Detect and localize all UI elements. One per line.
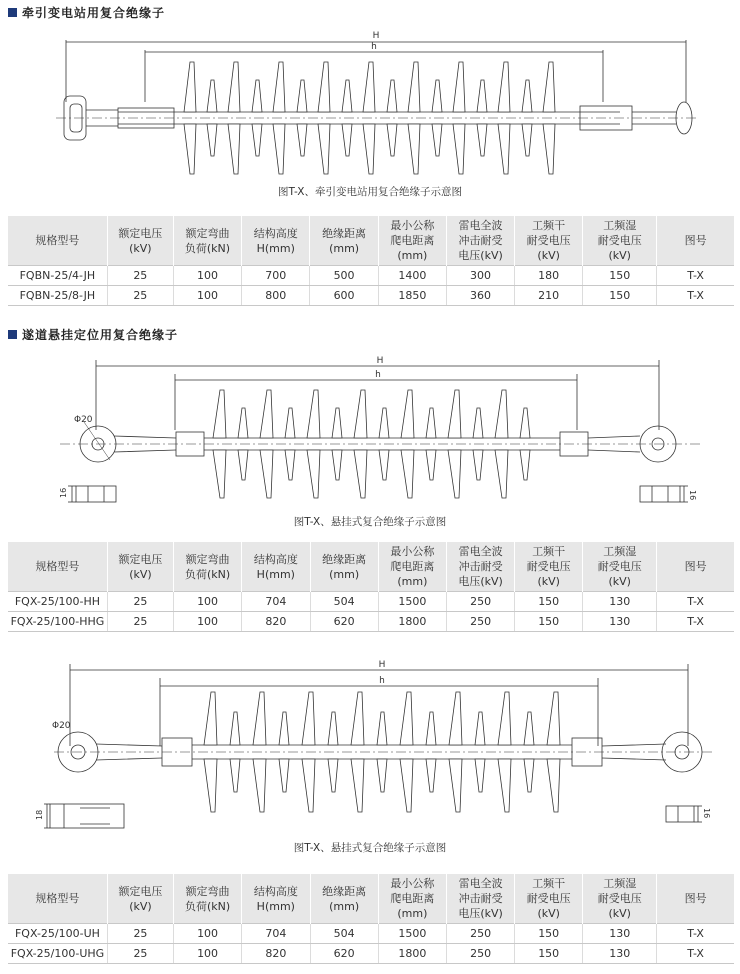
col-header-label: 图号 <box>684 560 707 573</box>
table-cell: 100 <box>174 944 242 964</box>
dim-right-label: 16 <box>688 490 697 501</box>
col-header <box>310 542 378 592</box>
table-cell: 704 <box>242 924 310 944</box>
dim-H-label: H <box>372 31 380 41</box>
col-header <box>8 874 107 924</box>
spec-table-1 <box>8 216 734 306</box>
table-cell: 1850 <box>378 286 446 306</box>
col-header <box>8 216 107 266</box>
col-header-label: 额定电压 (kV) <box>118 226 163 255</box>
col-header <box>107 216 173 266</box>
col-header-label: 绝缘距离 (mm) <box>322 552 367 581</box>
insulator-diagram-2 <box>0 350 740 510</box>
table-cell: 250 <box>447 612 515 632</box>
spec-table-3 <box>8 874 734 964</box>
table-cell: FQX-25/100-HHG <box>8 612 107 632</box>
table-cell: 1500 <box>378 924 446 944</box>
table-cell: FQX-25/100-UHG <box>8 944 107 964</box>
col-header-label: 图号 <box>684 234 707 247</box>
diagram-caption: 图T-X、悬挂式复合绝缘子示意图 <box>293 842 447 854</box>
col-header <box>174 542 242 592</box>
col-header <box>378 874 446 924</box>
table-cell: 150 <box>515 612 583 632</box>
col-header <box>657 874 734 924</box>
col-header <box>378 216 446 266</box>
col-header <box>515 216 583 266</box>
col-header <box>242 216 310 266</box>
col-header-label: 最小公称 爬电距离 (mm) <box>390 877 435 920</box>
col-header <box>657 216 734 266</box>
col-header <box>515 874 583 924</box>
table-cell: FQX-25/100-UH <box>8 924 107 944</box>
col-header <box>583 874 657 924</box>
table-cell: 25 <box>107 266 173 286</box>
col-header-label: 结构高度 H(mm) <box>253 884 298 913</box>
table-cell: 25 <box>107 944 173 964</box>
col-header-label: 工频湿 耐受电压 (kV) <box>597 219 642 262</box>
table-cell: 600 <box>310 286 378 306</box>
col-header-label: 额定电压 (kV) <box>118 552 163 581</box>
table-cell: 100 <box>173 286 241 306</box>
diameter-label: Φ20 <box>74 415 93 425</box>
table-cell: 25 <box>107 286 173 306</box>
col-header <box>657 542 734 592</box>
dim-h-label: h <box>371 42 377 52</box>
table-cell: 25 <box>107 592 173 612</box>
table-cell: 360 <box>446 286 514 306</box>
table-cell: 100 <box>174 592 242 612</box>
table-cell: 130 <box>583 612 657 632</box>
table-cell: 210 <box>515 286 583 306</box>
table-row <box>8 944 734 964</box>
col-header-label: 雷电全波 冲击耐受 电压(kV) <box>458 219 503 262</box>
col-header-label: 绝缘距离 (mm) <box>322 226 367 255</box>
table-cell: 250 <box>447 924 515 944</box>
col-header <box>173 216 241 266</box>
table-cell: 150 <box>515 944 583 964</box>
insulator-diagram-3 <box>0 656 740 840</box>
table-cell: 150 <box>515 592 583 612</box>
section-marker-icon <box>8 8 17 17</box>
table-cell: T-X <box>657 612 734 632</box>
table-cell: 620 <box>310 944 378 964</box>
col-header-label: 额定弯曲 负荷(kN) <box>184 884 231 913</box>
col-header-label: 规格型号 <box>35 234 80 247</box>
insulator-diagram-1 <box>0 20 740 180</box>
col-header-label: 结构高度 H(mm) <box>253 552 298 581</box>
col-header <box>515 542 583 592</box>
col-header <box>583 216 657 266</box>
col-header-label: 额定电压 (kV) <box>118 884 163 913</box>
diagram-caption: 图T-X、牵引变电站用复合绝缘子示意图 <box>278 186 462 198</box>
table-cell: T-X <box>657 266 734 286</box>
table-cell: 150 <box>583 286 657 306</box>
table-cell: T-X <box>657 944 734 964</box>
table-cell: 1800 <box>378 612 446 632</box>
col-header-label: 结构高度 H(mm) <box>253 226 298 255</box>
dim-H-label: H <box>378 660 386 670</box>
col-header-label: 工频干 耐受电压 (kV) <box>526 545 571 588</box>
table-cell: 180 <box>515 266 583 286</box>
col-header-label: 工频湿 耐受电压 (kV) <box>597 545 642 588</box>
table-cell: 150 <box>515 924 583 944</box>
table-cell: 1500 <box>378 592 446 612</box>
diagram-caption: 图T-X、悬挂式复合绝缘子示意图 <box>293 516 447 528</box>
table-cell: 25 <box>107 612 173 632</box>
table-cell: 704 <box>242 592 310 612</box>
col-header-label: 雷电全波 冲击耐受 电压(kV) <box>458 877 503 920</box>
col-header-label: 额定弯曲 负荷(kN) <box>184 226 231 255</box>
table-cell: 130 <box>583 924 657 944</box>
table-cell: FQBN-25/4-JH <box>8 266 107 286</box>
col-header <box>310 874 378 924</box>
dim-h-label: h <box>375 370 381 380</box>
col-header <box>583 542 657 592</box>
table-row <box>8 592 734 612</box>
table-row <box>8 286 734 306</box>
table-cell: FQBN-25/8-JH <box>8 286 107 306</box>
table-cell: 250 <box>447 592 515 612</box>
table-cell: 150 <box>583 266 657 286</box>
col-header <box>174 874 242 924</box>
col-header-label: 最小公称 爬电距离 (mm) <box>390 219 435 262</box>
dim-left-label: 16 <box>59 487 68 498</box>
spec-table-2 <box>8 542 734 632</box>
col-header-label: 图号 <box>684 892 707 905</box>
section-title: 遂道悬挂定位用复合绝缘子 <box>8 326 178 343</box>
col-header <box>8 542 107 592</box>
table-cell: 100 <box>173 266 241 286</box>
dim-h-label: h <box>379 676 385 686</box>
col-header <box>242 542 310 592</box>
col-header-label: 规格型号 <box>35 560 80 573</box>
col-header <box>447 542 515 592</box>
table-cell: 100 <box>174 924 242 944</box>
col-header <box>447 874 515 924</box>
col-header-label: 绝缘距离 (mm) <box>322 884 367 913</box>
table-cell: 820 <box>242 944 310 964</box>
col-header <box>242 874 310 924</box>
col-header-label: 工频湿 耐受电压 (kV) <box>597 877 642 920</box>
table-row <box>8 266 734 286</box>
col-header-label: 雷电全波 冲击耐受 电压(kV) <box>458 545 503 588</box>
table-cell: 620 <box>310 612 378 632</box>
table-cell: 504 <box>310 924 378 944</box>
table-cell: 820 <box>242 612 310 632</box>
table-row <box>8 612 734 632</box>
dim-left-label: 18 <box>35 809 44 820</box>
col-header <box>107 542 173 592</box>
col-header <box>310 216 378 266</box>
table-cell: 100 <box>174 612 242 632</box>
table-row <box>8 924 734 944</box>
col-header-label: 规格型号 <box>35 892 80 905</box>
dim-right-label: 16 <box>702 808 711 819</box>
col-header <box>107 874 173 924</box>
table-cell: 800 <box>242 286 310 306</box>
diameter-label: Φ20 <box>52 721 71 731</box>
col-header-label: 最小公称 爬电距离 (mm) <box>390 545 435 588</box>
table-cell: 500 <box>310 266 378 286</box>
col-header-label: 额定弯曲 负荷(kN) <box>184 552 231 581</box>
col-header-label: 工频干 耐受电压 (kV) <box>526 877 571 920</box>
table-cell: FQX-25/100-HH <box>8 592 107 612</box>
col-header <box>446 216 514 266</box>
table-cell: 25 <box>107 924 173 944</box>
table-cell: 250 <box>447 944 515 964</box>
table-cell: 1400 <box>378 266 446 286</box>
table-cell: T-X <box>657 924 734 944</box>
table-cell: 504 <box>310 592 378 612</box>
table-cell: T-X <box>657 286 734 306</box>
table-cell: 1800 <box>378 944 446 964</box>
table-cell: 700 <box>242 266 310 286</box>
dim-H-label: H <box>376 356 384 366</box>
table-cell: T-X <box>657 592 734 612</box>
table-cell: 130 <box>583 592 657 612</box>
table-cell: 130 <box>583 944 657 964</box>
section-title: 牵引变电站用复合绝缘子 <box>8 4 165 21</box>
col-header <box>378 542 446 592</box>
col-header-label: 工频干 耐受电压 (kV) <box>526 219 571 262</box>
section-marker-icon <box>8 330 17 339</box>
table-cell: 300 <box>446 266 514 286</box>
